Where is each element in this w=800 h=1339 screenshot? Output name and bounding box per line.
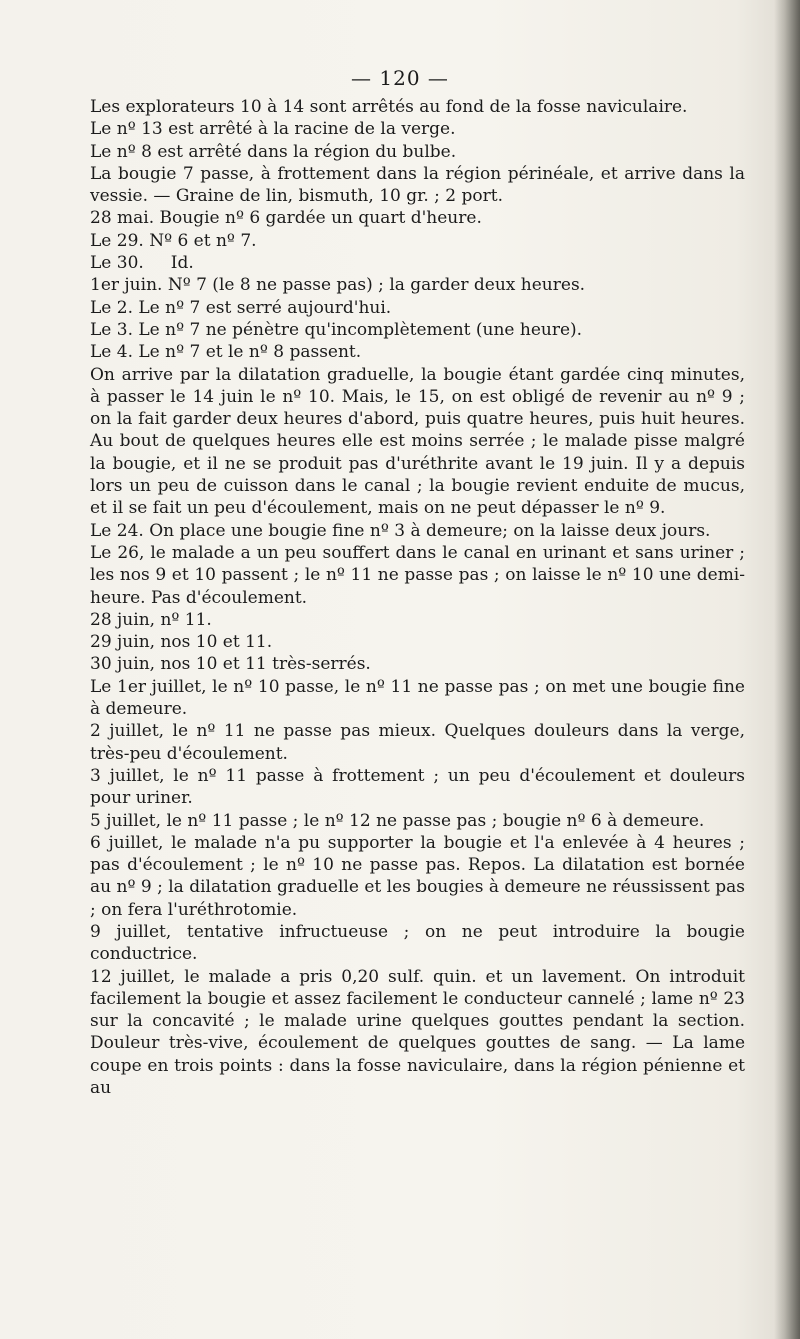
paragraph: On arrive par la dilatation graduelle, la bougie étant gardée cinq minutes, à passer le 14 juin le nº 10. Mais, le 15, on est obligé de revenir au nº 9 ; on la fait garder deux heures d'abord, puis quatre heures, puis huit heures. Au bout de quelques heures elle est moins serrée ; le malade pisse malgré la bougie, et il ne se produit pas d'uréthrite avant le 19 juin. Il y a depuis lors un peu de cuisson dans le canal ; la bougie revient enduite de mucus, et il se fait un peu d'écoulement, mais on ne peut dépasser le nº 9. (90, 364, 745, 519)
paragraph: Le 1er juillet, le nº 10 passe, le nº 11 ne passe pas ; on met une bougie fine à demeure. (90, 676, 745, 720)
paragraph: Le 24. On place une bougie fine nº 3 à demeure; on la laisse deux jours. (90, 520, 711, 541)
paragraph: 30 juin, nos 10 et 11 très-serrés. (90, 654, 371, 675)
paragraph: 28 mai. Bougie nº 6 gardée un quart d'heure. (90, 208, 482, 229)
paragraph: La bougie 7 passe, à frottement dans la région périnéale, et arrive dans la vessie. — Graine de lin, bismuth, 10 gr. ; 2 port. (90, 163, 745, 207)
paragraph: 1er juin. Nº 7 (le 8 ne passe pas) ; la garder deux heures. (90, 275, 586, 296)
paragraph: Le nº 13 est arrêté à la racine de la verge. (90, 119, 456, 140)
paragraph: Le 4. Le nº 7 et le nº 8 passent. (90, 342, 362, 363)
page-binding-edge (774, 0, 800, 1339)
paragraph: 3 juillet, le nº 11 passe à frottement ; un peu d'écoulement et douleurs pour uriner. (90, 765, 745, 809)
paragraph: Les explorateurs 10 à 14 sont arrêtés au fond de la fosse naviculaire. (90, 97, 688, 117)
paragraph: 9 juillet, tentative infructueuse ; on ne peut introduire la bougie conductrice. (90, 921, 745, 965)
paragraph: 5 juillet, le nº 11 passe ; le nº 12 ne passe pas ; bougie nº 6 à demeure. (90, 810, 705, 831)
paragraph: Le nº 8 est arrêté dans la région du bulbe. (90, 141, 457, 162)
paragraph: Le 3. Le nº 7 ne pénètre qu'incomplètement (une heure). (90, 319, 583, 340)
paragraph: 29 juin, nos 10 et 11. (90, 632, 273, 653)
paragraph: Le 30. Id. (90, 253, 194, 274)
body-text (90, 96, 745, 1099)
page-number: — 120 — (351, 66, 449, 90)
paragraph: 28 juin, nº 11. (90, 609, 212, 630)
paragraph: 6 juillet, le malade n'a pu supporter la bougie et l'a enlevée à 4 heures ; pas d'écoulement ; le nº 10 ne passe pas. Repos. La dilatation est bornée au nº 9 ; la dilatation graduelle et les bougies à demeure ne réussissent pas ; on fera l'uréthrotomie. (90, 832, 745, 920)
paragraph: 12 juillet, le malade a pris 0,20 sulf. quin. et un lavement. On introduit facilement la bougie et assez facilement le conducteur cannelé ; lame nº 23 sur la concavité ; le malade urine quelques gouttes pendant la section. Douleur très-vive, écoulement de quelques gouttes de sang. — La lame coupe en trois points : dans la fosse naviculaire, dans la région pénienne et au (90, 966, 745, 1099)
paragraph: Le 26, le malade a un peu souffert dans le canal en urinant et sans uriner ; les nos 9 et 10 passent ; le nº 11 ne passe pas ; on laisse le nº 10 une demi-heure. Pas d'écoulement. (90, 542, 745, 608)
paragraph: Le 29. Nº 6 et nº 7. (90, 230, 257, 251)
paragraph: Le 2. Le nº 7 est serré aujourd'hui. (90, 297, 392, 318)
paragraph: 2 juillet, le nº 11 ne passe pas mieux. Quelques douleurs dans la verge, très-peu d'écoulement. (90, 721, 745, 764)
